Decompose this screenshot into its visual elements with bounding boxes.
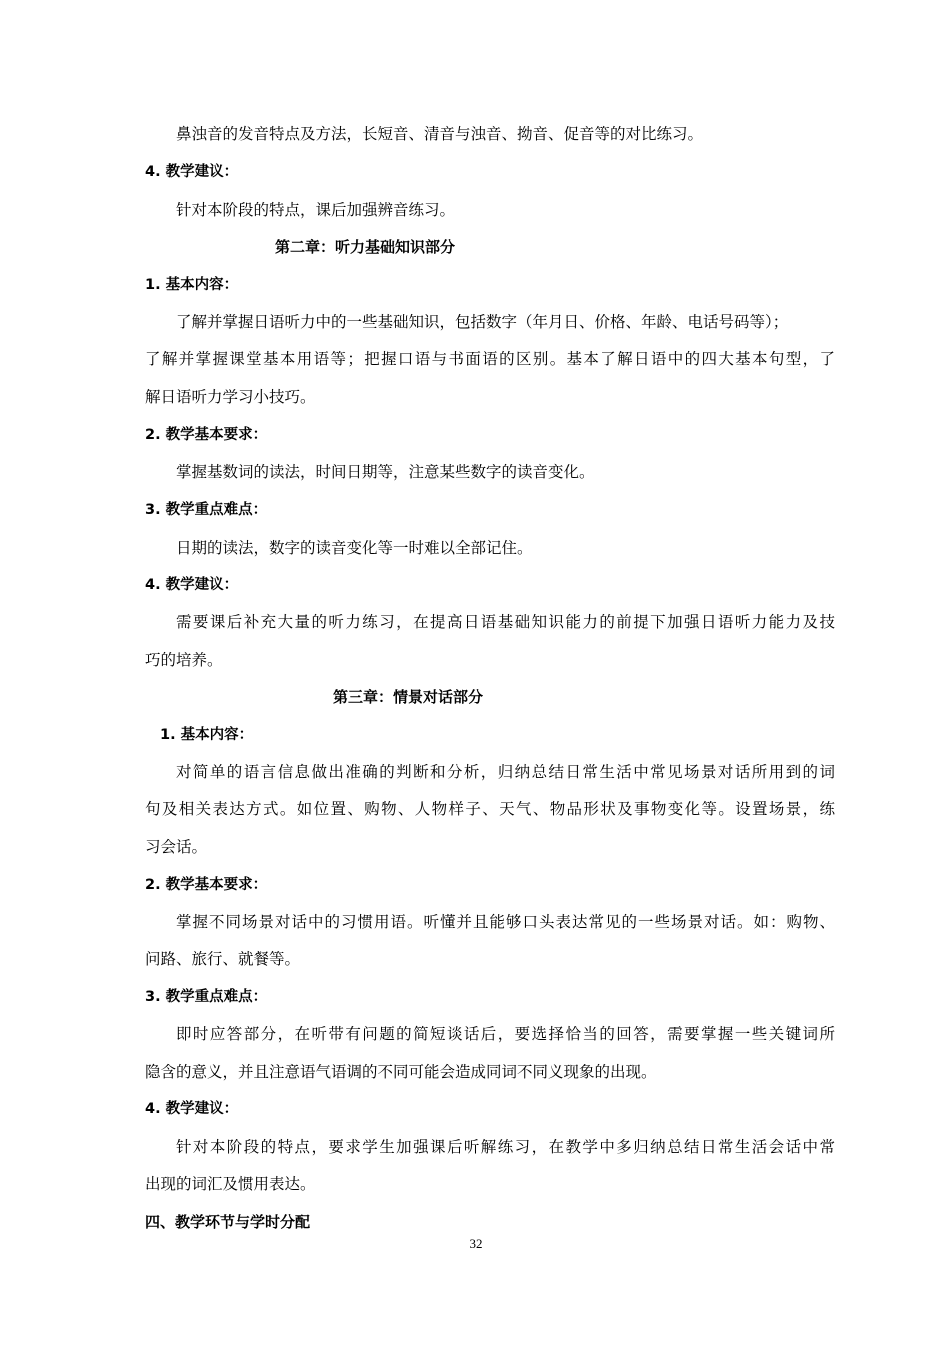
paragraph-line: 掌握不同场景对话中的习惯用语。听懂并且能够口头表达常见的一些场景对话。如：购物、 bbox=[176, 913, 835, 931]
section-heading: 四、教学环节与学时分配 bbox=[145, 1213, 311, 1231]
paragraph-line: 句及相关表达方式。如位置、购物、人物样子、天气、物品形状及事物变化等。设置场景，练 bbox=[145, 800, 835, 818]
section-heading: 4. 教学建议： bbox=[145, 1101, 239, 1117]
paragraph-line: 巧的培养。 bbox=[145, 651, 223, 669]
paragraph-line: 掌握基数词的读法，时间日期等，注意某些数字的读音变化。 bbox=[176, 463, 595, 481]
paragraph-line: 了解并掌握日语听力中的一些基础知识，包括数字（年月日、价格、年龄、电话号码等）； bbox=[176, 313, 789, 331]
paragraph-line: 习会话。 bbox=[145, 838, 208, 856]
section-heading: 2. 教学基本要求： bbox=[145, 427, 268, 443]
paragraph-line: 针对本阶段的特点，课后加强辨音练习。 bbox=[176, 201, 456, 219]
paragraph-line: 问路、旅行、就餐等。 bbox=[145, 950, 301, 968]
chapter-heading: 第三章：情景对话部分 bbox=[333, 688, 484, 706]
paragraph-line: 针对本阶段的特点，要求学生加强课后听解练习，在教学中多归纳总结日常生活会话中常 bbox=[176, 1138, 835, 1156]
paragraph-line: 即时应答部分，在听带有问题的简短谈话后，要选择恰当的回答，需要掌握一些关键词所 bbox=[176, 1025, 835, 1043]
section-heading: 2. 教学基本要求： bbox=[145, 877, 268, 893]
section-heading: 4. 教学建议： bbox=[145, 577, 239, 593]
section-heading: 1. 基本内容： bbox=[160, 727, 254, 743]
paragraph-line: 鼻浊音的发音特点及方法，长短音、清音与浊音、拗音、促音等的对比练习。 bbox=[176, 125, 704, 143]
page-number: 32 bbox=[469, 1236, 483, 1251]
chapter-heading: 第二章：听力基础知识部分 bbox=[275, 238, 456, 256]
section-heading: 4. 教学建议： bbox=[145, 164, 239, 180]
section-heading: 3. 教学重点难点： bbox=[145, 989, 268, 1005]
section-heading: 1. 基本内容： bbox=[145, 277, 239, 293]
paragraph-line: 解日语听力学习小技巧。 bbox=[145, 388, 316, 406]
paragraph-line: 日期的读法，数字的读音变化等一时难以全部记住。 bbox=[176, 539, 533, 557]
paragraph-line: 出现的词汇及惯用表达。 bbox=[145, 1175, 316, 1193]
paragraph-line: 对简单的语言信息做出准确的判断和分析，归纳总结日常生活中常见场景对话所用到的词 bbox=[176, 763, 835, 781]
paragraph-line: 隐含的意义，并且注意语气语调的不同可能会造成同词不同义现象的出现。 bbox=[145, 1063, 657, 1081]
paragraph-line: 了解并掌握课堂基本用语等；把握口语与书面语的区别。基本了解日语中的四大基本句型，了 bbox=[145, 350, 835, 368]
paragraph-line: 需要课后补充大量的听力练习，在提高日语基础知识能力的前提下加强日语听力能力及技 bbox=[176, 613, 835, 631]
section-heading: 3. 教学重点难点： bbox=[145, 502, 268, 518]
